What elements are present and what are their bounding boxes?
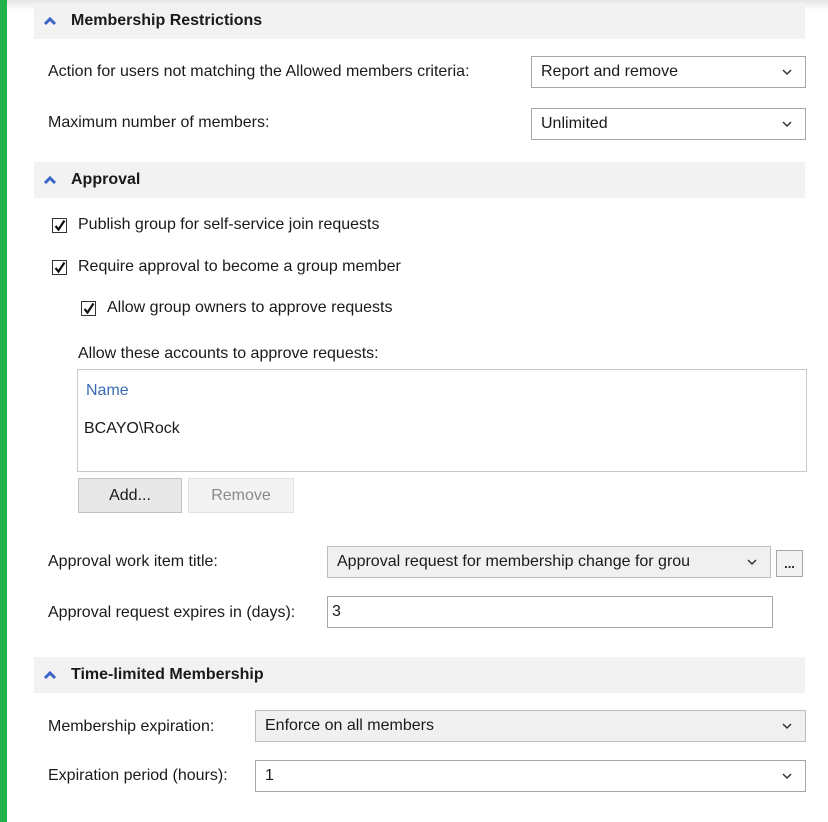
- chevron-up-icon: [43, 175, 57, 185]
- work-item-title-label: Approval work item title:: [48, 553, 218, 570]
- dropdown-value: Report and remove: [541, 63, 678, 80]
- expiration-period-label: Expiration period (hours):: [48, 767, 228, 784]
- publish-group-label[interactable]: Publish group for self-service join requests: [78, 216, 380, 233]
- accent-bar: [0, 0, 7, 822]
- action-for-users-label: Action for users not matching the Allowed members criteria:: [48, 63, 470, 80]
- membership-expiration-label: Membership expiration:: [48, 718, 215, 735]
- expires-in-days-input[interactable]: [327, 596, 773, 628]
- approvers-list-label: Allow these accounts to approve requests:: [78, 345, 379, 362]
- section-header-approval[interactable]: [34, 162, 805, 198]
- chevron-down-icon: [777, 67, 797, 77]
- remove-button[interactable]: Remove: [188, 478, 294, 513]
- checkmark-icon: [83, 302, 95, 315]
- list-column-header-name[interactable]: Name: [86, 382, 129, 399]
- membership-expiration-dropdown[interactable]: [255, 710, 806, 742]
- require-approval-checkbox[interactable]: [52, 260, 67, 275]
- dropdown-value: Unlimited: [541, 115, 608, 132]
- dropdown-value: 1: [265, 767, 274, 784]
- chevron-up-icon: [43, 670, 57, 680]
- input-value: 3: [332, 603, 341, 620]
- checkmark-icon: [54, 219, 66, 232]
- work-item-title-dropdown[interactable]: [327, 546, 771, 578]
- dropdown-value: Enforce on all members: [265, 717, 434, 734]
- checkmark-icon: [54, 261, 66, 274]
- require-approval-label[interactable]: Require approval to become a group member: [78, 258, 401, 275]
- section-title: Approval: [71, 171, 141, 188]
- chevron-down-icon: [777, 721, 797, 731]
- action-for-users-dropdown[interactable]: [531, 56, 806, 88]
- section-title: Time-limited Membership: [71, 666, 264, 683]
- allow-owners-checkbox[interactable]: [81, 301, 96, 316]
- chevron-up-icon: [43, 16, 57, 26]
- section-header-time-limited-membership[interactable]: [34, 657, 805, 693]
- allow-owners-label[interactable]: Allow group owners to approve requests: [107, 299, 393, 316]
- section-header-membership-restrictions[interactable]: [34, 3, 805, 39]
- add-button[interactable]: Add...: [78, 478, 182, 513]
- maximum-members-label: Maximum number of members:: [48, 114, 270, 131]
- maximum-members-dropdown[interactable]: [531, 108, 806, 140]
- list-item[interactable]: BCAYO\Rock: [84, 420, 180, 437]
- chevron-down-icon: [777, 119, 797, 129]
- publish-group-checkbox[interactable]: [52, 218, 67, 233]
- chevron-down-icon: [742, 557, 762, 567]
- chevron-down-icon: [777, 771, 797, 781]
- expiration-period-dropdown[interactable]: [255, 760, 806, 792]
- approvers-list[interactable]: [77, 369, 807, 472]
- section-title: Membership Restrictions: [71, 12, 263, 29]
- expires-in-days-label: Approval request expires in (days):: [48, 604, 296, 621]
- dropdown-value: Approval request for membership change for grou: [337, 553, 691, 570]
- work-item-browse-button[interactable]: ...: [776, 550, 803, 577]
